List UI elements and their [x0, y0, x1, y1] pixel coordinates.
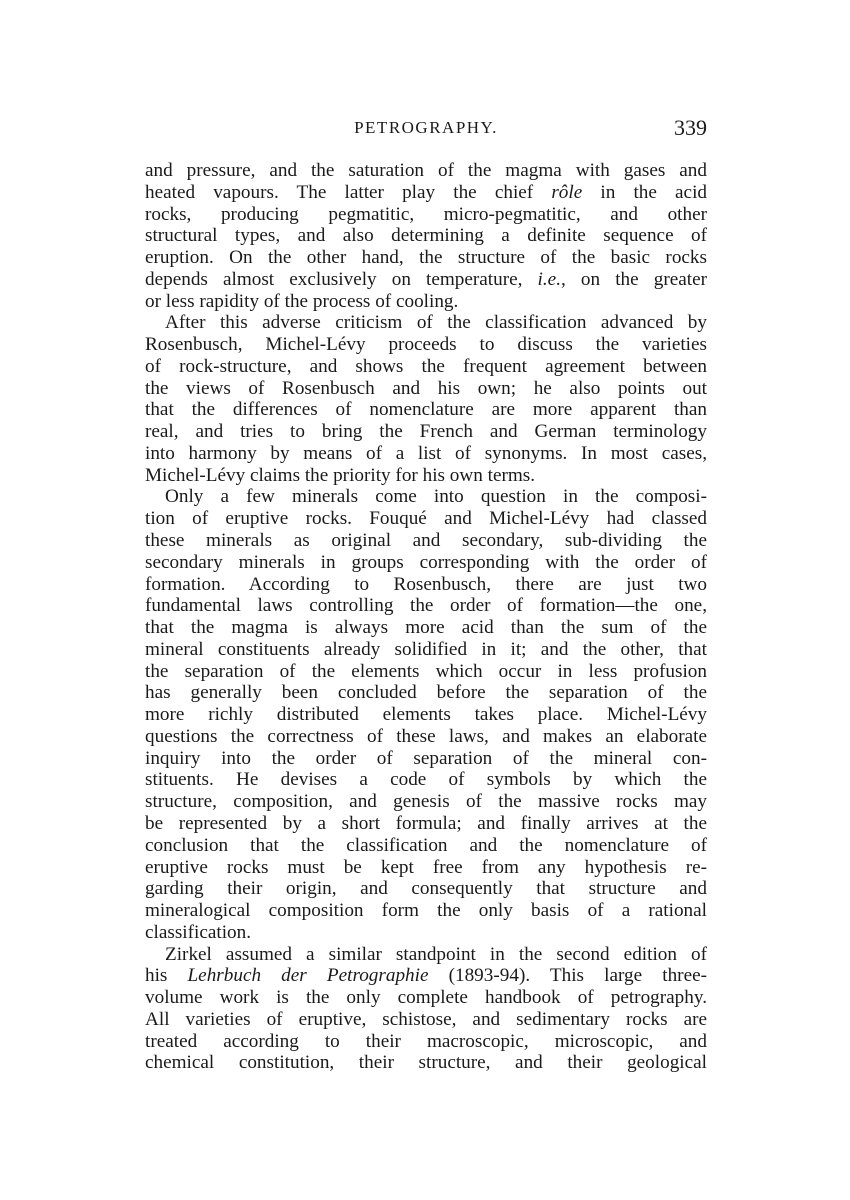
- text-line: mineralogical composition form the only basis of a rational: [145, 900, 707, 922]
- text-line: the views of Rosenbusch and his own; he also points out: [145, 377, 707, 399]
- text-line: has generally been concluded before the separation of the: [145, 682, 707, 704]
- text-segment: depends almost exclusively on temperature,: [145, 268, 538, 290]
- text-line: Only a few minerals come into question in the composi-: [165, 486, 707, 508]
- text-line: garding their origin, and consequently that structure and: [145, 878, 707, 900]
- page-number: 339: [674, 115, 707, 140]
- running-head: [145, 115, 707, 148]
- text-line: and pressure, and the saturation of the magma with gases and: [145, 160, 707, 181]
- text-line: these minerals as original and secondary, sub-dividing the: [145, 530, 707, 552]
- text-segment: heated vapours. The latter play the chief: [145, 181, 552, 203]
- text-line: questions the correctness of these laws, and makes an elaborate: [145, 725, 707, 747]
- text-line: real, and tries to bring the French and German terminology: [145, 421, 707, 443]
- running-title: PETROGRAPHY.: [354, 118, 498, 137]
- text-line: [145, 182, 707, 204]
- italic-text: i.e.: [537, 268, 561, 290]
- text-line: fundamental laws controlling the order of formation—the one,: [145, 595, 707, 617]
- text-line: [145, 965, 707, 987]
- italic-text: Lehrbuch der Petrographie: [187, 965, 429, 987]
- text-line: classification.: [145, 921, 252, 943]
- text-line: Rosenbusch, Michel-Lévy proceeds to discuss the varieties: [145, 334, 707, 356]
- text-line: eruptive rocks must be kept free from any hypothesis re-: [145, 856, 707, 878]
- text-line: All varieties of eruptive, schistose, and sedimentary rocks are: [145, 1008, 707, 1030]
- text-line: structure, composition, and genesis of the massive rocks may: [145, 791, 707, 813]
- text-line: rocks, producing pegmatitic, micro-pegmatitic, and other: [145, 203, 707, 225]
- text-line: of rock-structure, and shows the frequent agreement between: [145, 355, 707, 377]
- italic-text: rôle: [551, 181, 583, 203]
- text-line: that the magma is always more acid than the sum of the: [145, 617, 707, 639]
- text-line: that the differences of nomenclature are more apparent than: [145, 399, 707, 421]
- text-line: Zirkel assumed a similar standpoint in the second edition of: [165, 943, 707, 965]
- text-line: treated according to their macroscopic, microscopic, and: [145, 1030, 707, 1052]
- text-segment: (1893-94). This large three-: [428, 965, 707, 987]
- text-line: chemical constitution, their structure, and their geological: [145, 1052, 707, 1074]
- text-line: inquiry into the order of separation of the mineral con-: [145, 747, 707, 769]
- text-line: formation. According to Rosenbusch, there are just two: [145, 573, 707, 595]
- body-text: [145, 160, 707, 1074]
- text-line: [145, 269, 707, 291]
- text-line: mineral constituents already solidified in it; and the other, that: [145, 638, 707, 660]
- text-line: conclusion that the classification and the nomenclature of: [145, 834, 707, 856]
- text-line: volume work is the only complete handbook of petrography.: [145, 987, 707, 1009]
- text-line: stituents. He devises a code of symbols by which the: [145, 769, 707, 791]
- text-line: structural types, and also determining a definite sequence of: [145, 225, 707, 247]
- text-line: or less rapidity of the process of cooling.: [145, 290, 459, 312]
- text-segment: , on the greater: [561, 268, 707, 290]
- text-line: eruption. On the other hand, the structure of the basic rocks: [145, 247, 707, 269]
- book-page: [145, 0, 707, 1200]
- text-line: into harmony by means of a list of synonyms. In most cases,: [145, 442, 707, 464]
- text-line: Michel-Lévy claims the priority for his own terms.: [145, 464, 536, 486]
- text-line: the separation of the elements which occur in less profusion: [145, 660, 707, 682]
- text-line: After this adverse criticism of the classification advanced by: [165, 312, 707, 334]
- text-line: more richly distributed elements takes place. Michel-Lévy: [145, 704, 707, 726]
- text-segment: in the acid: [582, 181, 707, 203]
- text-line: secondary minerals in groups corresponding with the order of: [145, 551, 707, 573]
- text-line: tion of eruptive rocks. Fouqué and Michel-Lévy had classed: [145, 508, 707, 530]
- text-segment: his: [145, 965, 188, 987]
- text-line: be represented by a short formula; and finally arrives at the: [145, 812, 707, 834]
